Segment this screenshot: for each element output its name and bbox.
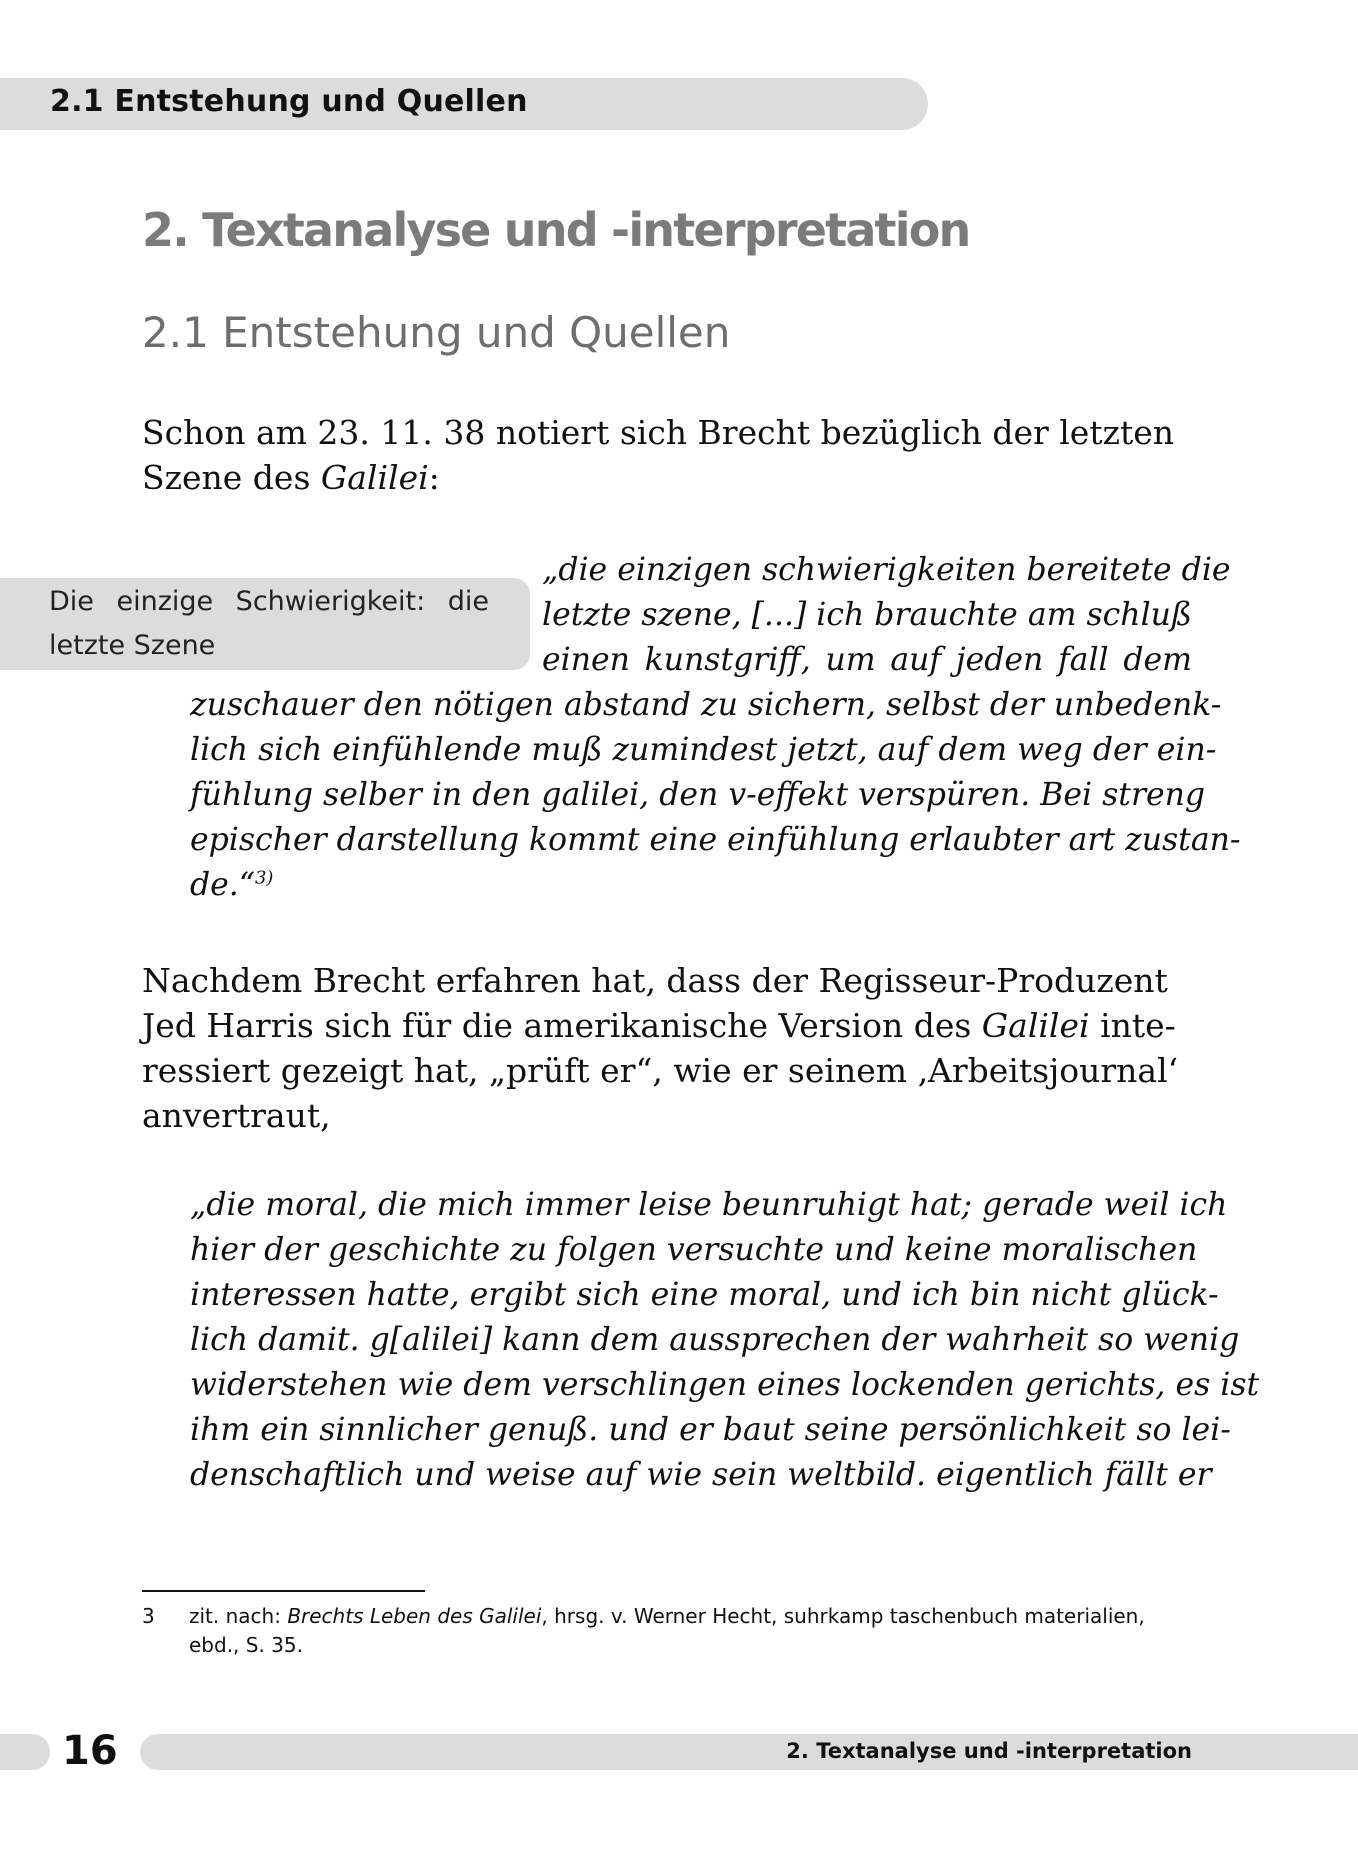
quote1-line: zuschauer den nötigen abstand zu sichern, selbst der unbedenk- — [190, 687, 1222, 723]
intro-line-1: Schon am 23. 11. 38 notiert sich Brecht bezüglich der letzten — [142, 413, 1175, 452]
running-header-title: 2.1 Entstehung und Quellen — [50, 84, 528, 119]
work-title-galilei: Galilei — [981, 1006, 1090, 1045]
footnote-work-title: Brechts Leben des Galilei — [287, 1604, 542, 1628]
footnote-reference: 3) — [254, 867, 274, 889]
footnote-separator — [142, 1590, 425, 1592]
margin-note-line-1: Die einzige Schwierigkeit: die — [49, 586, 489, 617]
footnote-line-2: ebd., S. 35. — [189, 1633, 303, 1657]
footnote-suffix: , hrsg. v. Werner Hecht, suhrkamp taschenbuch materialien, — [541, 1604, 1145, 1628]
footnote-text — [189, 1602, 1192, 1660]
para2-line-4: anvertraut, — [142, 1096, 331, 1135]
quote1-line: fühlung selber in den galilei, den v-effekt verspüren. Bei streng — [190, 777, 1206, 813]
para2-line-3: ressiert gezeigt hat, „prüft er“, wie er seinem ‚Arbeitsjournal‘ — [142, 1051, 1179, 1090]
intro-line-2 — [142, 455, 1192, 500]
quote1-last-text: de.“ — [190, 867, 255, 903]
paragraph-2 — [142, 958, 1192, 1138]
para2-line-2-suffix: inte- — [1089, 1006, 1176, 1045]
page-number: 16 — [62, 1728, 118, 1774]
quote1-line: lich sich einfühlende muß zumindest jetzt, auf dem weg der ein- — [190, 732, 1217, 768]
footer-bar-left — [0, 1734, 50, 1770]
footnote-prefix: zit. nach: — [189, 1604, 288, 1628]
block-quote-1 — [190, 548, 1241, 908]
intro-line-2-suffix: : — [428, 458, 440, 497]
quote1-line: einen kunstgriff, um auf jeden fall dem — [542, 642, 1192, 678]
quote2-line: „die moral, die mich immer leise beunruhigt hat; gerade weil ich — [190, 1187, 1228, 1223]
quote2-line: denschaftlich und weise auf wie sein weltbild. eigentlich fällt er — [190, 1457, 1212, 1493]
para2-line-2-prefix: Jed Harris sich für die amerikanische Version des — [142, 1006, 982, 1045]
quote2-line: interessen hatte, ergibt sich eine moral, und ich bin nicht glück- — [190, 1277, 1219, 1313]
chapter-title: 2. Textanalyse und -interpretation — [142, 203, 970, 257]
footnote-number: 3 — [142, 1604, 155, 1628]
para2-line-2 — [142, 1003, 1192, 1048]
block-quote-2 — [190, 1183, 1260, 1498]
quote2-line: widerstehen wie dem verschlingen eines lockenden gerichts, es ist — [190, 1367, 1260, 1403]
work-title-galilei: Galilei — [320, 458, 429, 497]
intro-paragraph — [142, 410, 1192, 500]
quote1-line: „die einzigen schwierigkeiten bereitete die — [542, 552, 1231, 588]
quote2-line: ihm ein sinnlicher genuß. und er baut seine persönlichkeit so lei- — [190, 1412, 1231, 1448]
quote1-line: epischer darstellung kommt eine einfühlung erlaubter art zustan- — [190, 822, 1241, 858]
para2-line-1: Nachdem Brecht erfahren hat, dass der Regisseur-Produzent — [142, 961, 1168, 1000]
margin-note-line-2: letzte Szene — [49, 630, 216, 661]
quote2-line: lich damit. g[alilei] kann dem aussprechen der wahrheit so wenig — [190, 1322, 1240, 1358]
intro-line-2-prefix: Szene des — [142, 458, 321, 497]
section-title: 2.1 Entstehung und Quellen — [142, 308, 731, 357]
quote1-last-line — [190, 863, 1192, 908]
footnote-line-1 — [189, 1602, 1192, 1631]
quote2-line: hier der geschichte zu folgen versuchte und keine moralischen — [190, 1232, 1198, 1268]
quote1-line: letzte szene, [...] ich brauchte am schluß — [542, 597, 1192, 633]
footer-chapter-label: 2. Textanalyse und -interpretation — [786, 1739, 1192, 1763]
